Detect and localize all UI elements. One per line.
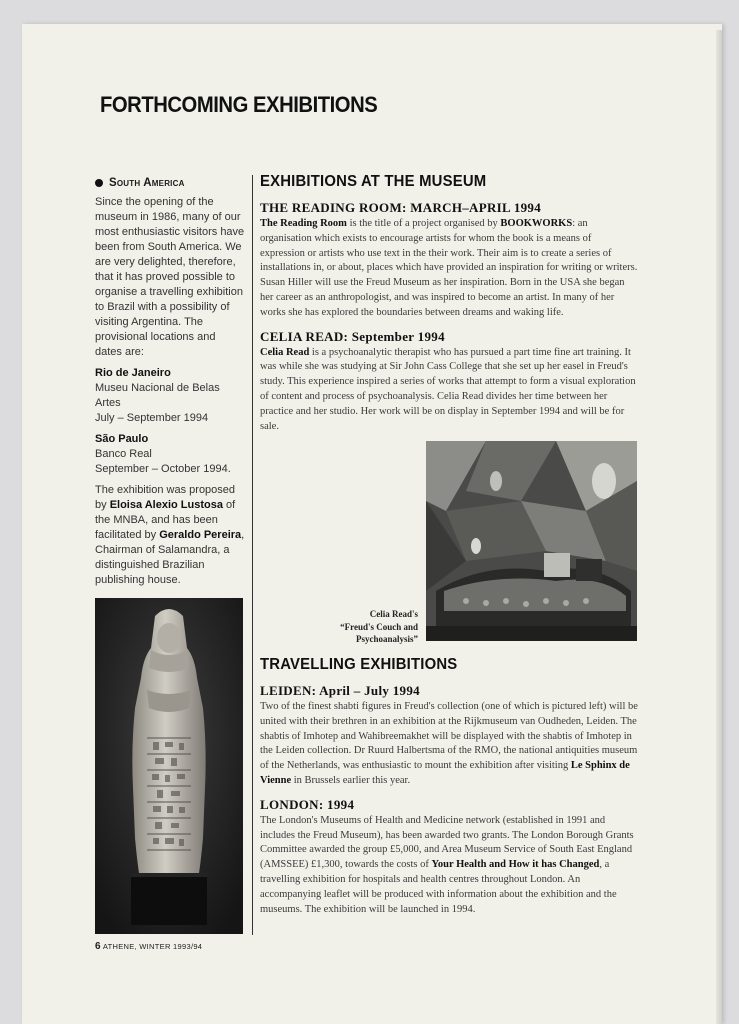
- location-dates: July – September 1994: [95, 412, 209, 424]
- body-text: : an organisation which exists to encourage artists for whom the book is a means of expression or artists who use text in the their work. Their aim is to create a series of installations in, or about, places which have provided an inspiration for writing or writers. Susan Hiller will use the Freud Museum as her inspiration. Born in the USA she began her career as an anthropologist, and was inspired to become an artist. In many of her works she has explored the boundaries between dreams and waking life.: [260, 218, 638, 318]
- body-text: in Brussels earlier this year.: [293, 774, 411, 786]
- page-title: FORTHCOMING EXHIBITIONS: [100, 92, 378, 117]
- body-text: , a travelling exhibition for hospitals and health centres throughout London. An accompanying leaflet will be produced with information about the exhibition and the museums. The exhibition will be launched in 1994.: [260, 859, 617, 915]
- south-america-heading: [95, 177, 245, 189]
- location-city: São Paulo: [95, 433, 149, 445]
- bookworks-name: BOOKWORKS: [500, 218, 573, 229]
- location-venue: Banco Real: [95, 448, 152, 460]
- london-title: LONDON: 1994: [260, 796, 355, 812]
- south-america-intro: Since the opening of the museum in 1986, many of our most enthusiastic visitors have been from South America. We are very delighted, therefore, that it has proved possible to organise a travelling exhibition to Brazil with a possibility of visiting Argentina. The provisional locations and dates are:: [95, 196, 245, 358]
- page-edge: [716, 30, 722, 1024]
- closing-text: The exhibition was proposed by: [95, 484, 236, 511]
- freuds-couch-painting: [426, 441, 637, 641]
- closing-text: of the MNBA, and has been facilitated by: [95, 499, 236, 541]
- travelling-exhibitions: [260, 656, 638, 923]
- page-footer: [95, 941, 202, 952]
- exhibition-title: Your Health and How it has Changed: [431, 859, 600, 871]
- body-text: is a psychoanalytic therapist who has pursued a part time fine art training. It was while she was studying at Sir John Cass College that she set up her easel in Freud's study. This experience inspired a series of works that attempt to form a visual exploration of content and process of psychoanalysis. Celia Read divides her time between her practice and her studio. Her work will be on display in September 1994 and will be for sale.: [260, 346, 636, 432]
- location-city: Rio de Janeiro: [95, 367, 171, 379]
- reading-room-text: [260, 217, 638, 321]
- section-title-travelling: TRAVELLING EXHIBITIONS: [260, 656, 458, 673]
- issue-label: ATHENE, WINTER 1993/94: [102, 942, 203, 951]
- museum-exhibitions-column: [260, 173, 638, 440]
- column-divider: [252, 175, 253, 935]
- closing-text: , Chairman of Salamandra, a distinguished Brazilian publishing house.: [95, 529, 245, 586]
- shabti-figure-photo: [95, 598, 243, 934]
- location-rio: [95, 366, 245, 426]
- celia-read-title: CELIA READ: September 1994: [260, 328, 445, 344]
- london-text: [260, 814, 638, 918]
- reading-room-lead: The Reading Room: [260, 218, 347, 229]
- painting-caption: [300, 608, 418, 646]
- section-title-museum: EXHIBITIONS AT THE MUSEUM: [260, 173, 487, 190]
- bullet-icon: [95, 179, 103, 187]
- south-america-title: South America: [109, 177, 185, 189]
- location-venue: Museu Nacional de Belas Artes: [95, 382, 220, 409]
- caption-line: “Freud's Couch and: [340, 621, 418, 632]
- body-text: The London's Museums of Health and Medicine network (established in 1991 and includes the Freud Museum), has been awarded two grants. The London Borough Grants Committee awarded the group £5,000, and Area Museum Service of South East England (AMSSEE) £1,300, towards the costs of: [260, 814, 634, 871]
- sphinx-title: Le Sphinx de Vienne: [260, 760, 630, 786]
- facilitator-name: Geraldo Pereira: [159, 529, 242, 541]
- south-america-closing: [95, 483, 245, 588]
- caption-line: Psychoanalysis”: [355, 634, 418, 644]
- location-sao-paulo: [95, 432, 245, 477]
- celia-read-text: [260, 346, 638, 435]
- page-number: 6: [95, 941, 101, 952]
- body-text: Two of the finest shabti figures in Freud's collection (one of which is pictured left) will be united with their brethren in an exhibition at the Rijkmuseum van Oudheden, Leiden. The shabtis of Imhotep and Wahibreemakhet will be displayed with the shabtis of Imhotep in the Leiden collection. Dr Ruurd Halbertsma of the RMO, the national antiquities museum of the Netherlands, was enthusiastic to mount the exhibition after visiting: [260, 701, 638, 772]
- leiden-title: LEIDEN: April – July 1994: [260, 683, 420, 698]
- celia-read-lead: Celia Read: [260, 346, 310, 358]
- location-dates: September – October 1994.: [95, 463, 231, 475]
- caption-line: Celia Read's: [369, 609, 418, 619]
- proposer-name: Eloisa Alexio Lustosa: [109, 499, 223, 511]
- body-text: is the title of a project organised by: [349, 218, 498, 229]
- reading-room-title: THE READING ROOM: MARCH–APRIL 1994: [260, 200, 542, 215]
- south-america-column: [95, 177, 245, 594]
- leiden-text: [260, 700, 638, 789]
